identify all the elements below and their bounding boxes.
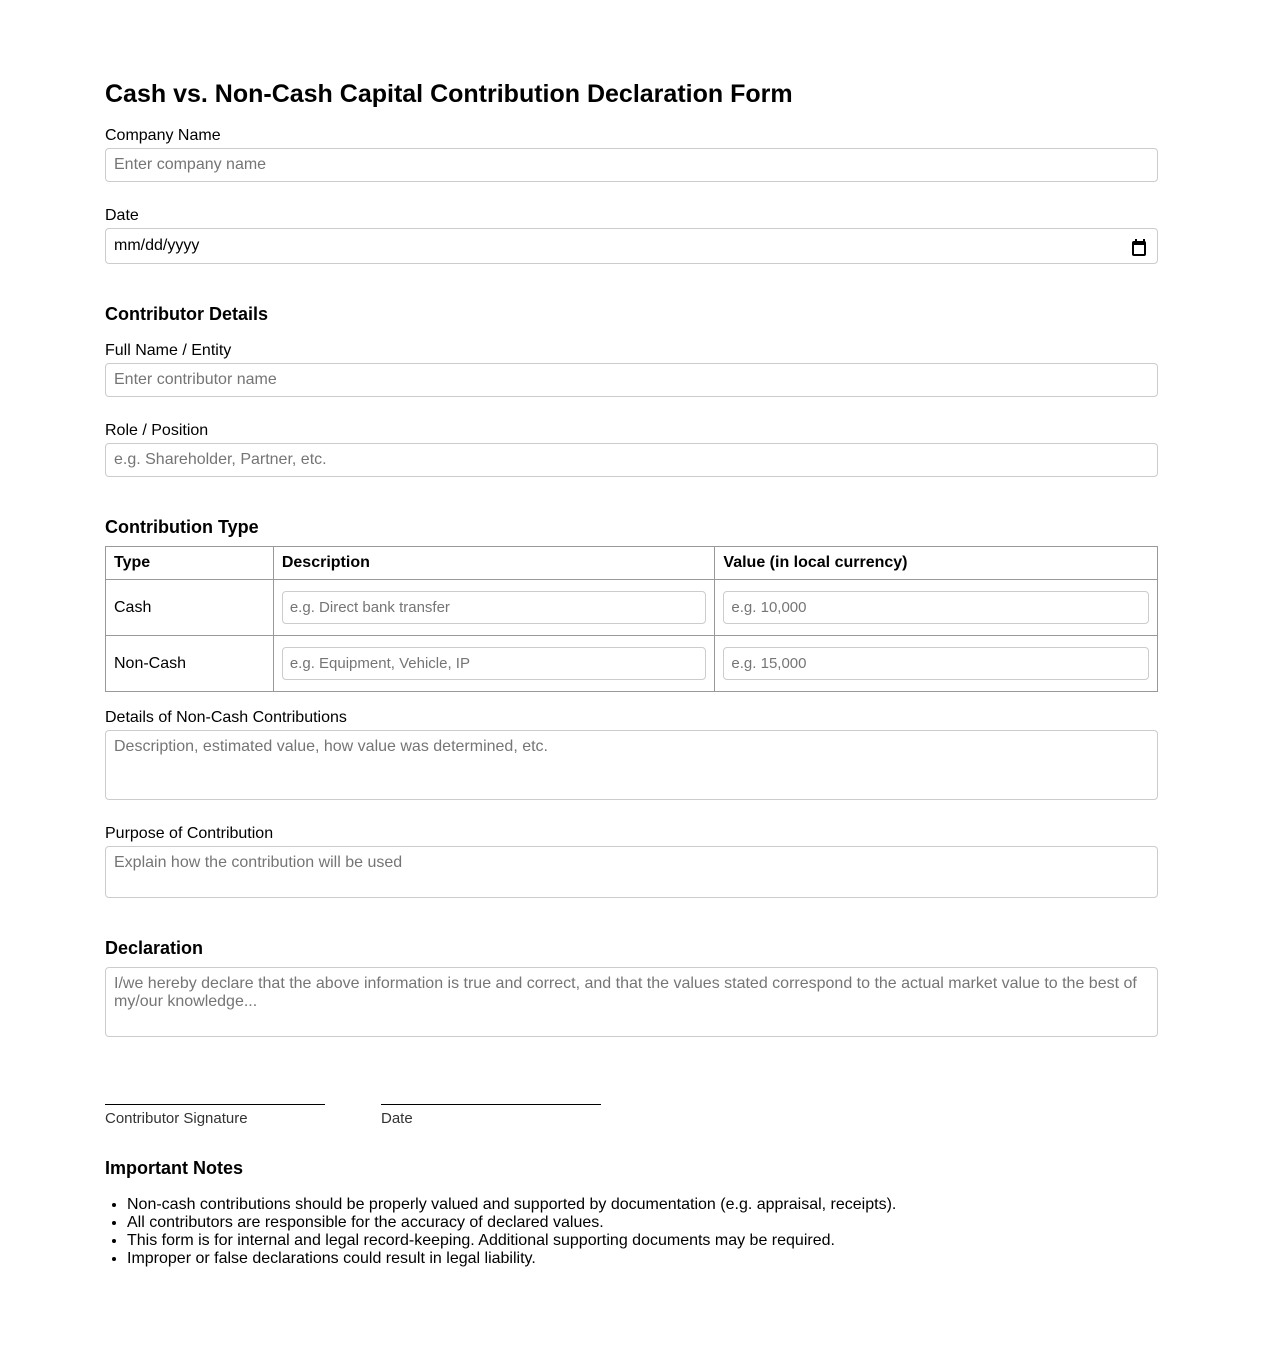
table-header-row [106,547,1158,580]
purpose-label: Purpose of Contribution [105,825,274,842]
value-cell-cash [715,580,1158,636]
non-cash-details-label: Details of Non-Cash Contributions [105,709,347,726]
list-item: • All contributors are responsible for the accuracy of declared values. [127,1214,896,1232]
date-label: Date [105,207,139,224]
column-header-type: Type [106,547,274,580]
cash-value-input[interactable] [723,591,1149,624]
table-row-cash [106,580,1158,636]
list-item: • Improper or false declarations could result in legal liability. [127,1250,896,1268]
signature-label: Contributor Signature [105,1110,248,1127]
date-input-value: mm/dd/yyyy [114,237,200,254]
non-cash-value-input[interactable] [723,647,1149,680]
column-header-value: Value (in local currency) [715,547,1158,580]
full-name-input[interactable] [105,363,1158,397]
full-name-label: Full Name / Entity [105,342,232,359]
list-item: • This form is for internal and legal record-keeping. Additional supporting documents may be required. [127,1232,896,1250]
role-label: Role / Position [105,422,209,439]
cash-description-input[interactable] [282,591,707,624]
signature-line[interactable] [105,1104,325,1105]
purpose-textarea[interactable] [105,846,1158,898]
signature-date-label: Date [381,1110,413,1127]
declaration-heading: Declaration [105,938,204,958]
list-item: • Non-cash contributions should be properly valued and supported by documentation (e.g. appraisal, receipts). [127,1196,896,1214]
description-cell-cash [273,580,715,636]
notes-list [105,1196,896,1268]
contributor-details-heading: Contributor Details [105,304,269,324]
form-title: Cash vs. Non-Cash Capital Contribution Declaration Form [105,80,793,108]
contribution-table [105,546,1158,692]
non-cash-details-textarea[interactable] [105,730,1158,800]
value-cell-non-cash [715,636,1158,692]
contribution-type-heading: Contribution Type [105,517,259,537]
role-input[interactable] [105,443,1158,477]
company-name-label: Company Name [105,127,221,144]
type-cell-cash: Cash [106,580,274,636]
declaration-textarea[interactable] [105,967,1158,1037]
non-cash-description-input[interactable] [282,647,707,680]
signature-date-line[interactable] [381,1104,601,1105]
date-input[interactable] [105,228,1158,264]
calendar-icon[interactable] [1132,239,1146,253]
company-name-input[interactable] [105,148,1158,182]
table-row-non-cash [106,636,1158,692]
important-notes-heading: Important Notes [105,1158,244,1178]
description-cell-non-cash [273,636,715,692]
type-cell-non-cash: Non-Cash [106,636,274,692]
column-header-description: Description [273,547,715,580]
